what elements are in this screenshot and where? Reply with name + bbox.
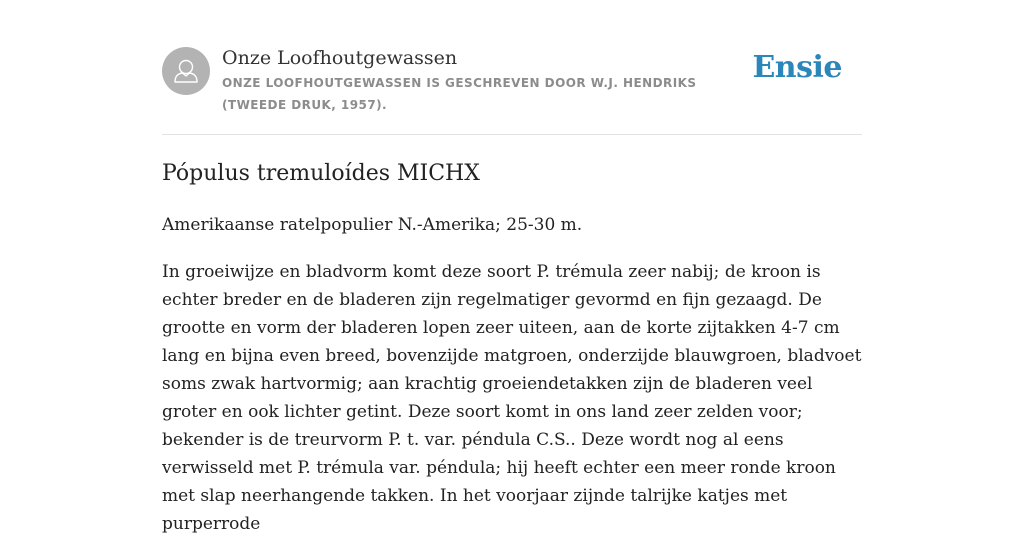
page-title: Pópulus tremuloídes MICHX bbox=[162, 161, 480, 186]
ensie-logo[interactable]: Ensie bbox=[752, 50, 842, 85]
source-title[interactable]: Onze Loofhoutgewassen bbox=[222, 47, 458, 69]
user-icon bbox=[162, 47, 210, 95]
source-header bbox=[162, 0, 862, 135]
source-description: ONZE LOOFHOUTGEWASSEN IS GESCHREVEN DOOR W.J. HENDRIKS (TWEEDE DRUK, 1957). bbox=[222, 76, 697, 112]
article-container bbox=[162, 0, 862, 534]
entry-paragraph: In groeiwijze en bladvorm komt deze soort P. trémula zeer nabij; de kroon is echter breder en de bladeren zijn regelmatiger gevormd en fijn gezaagd. De grootte en vorm der bladeren lopen zeer uiteen, aan de korte zijtakken 4-7 cm lang en bijna even breed, bovenzijde matgroen, onderzijde blauwgroen, bladvoet soms zwak hartvormig; aan krachtig groeiendetakken zijn de bladeren veel groter en ook lichter getint. Deze soort komt in ons land zeer zelden voor; bekender is de treurvorm P. t. var. péndula C.S.. Deze wordt nog al eens verwisseld met P. trémula var. péndula; hij heeft echter een meer ronde kroon met slap neerhangende takken. In het voorjaar zijnde talrijke katjes met purperrode bbox=[162, 262, 862, 534]
entry-paragraph: Amerikaanse ratelpopulier N.-Amerika; 25-30 m. bbox=[162, 215, 583, 235]
avatar[interactable] bbox=[162, 47, 210, 95]
